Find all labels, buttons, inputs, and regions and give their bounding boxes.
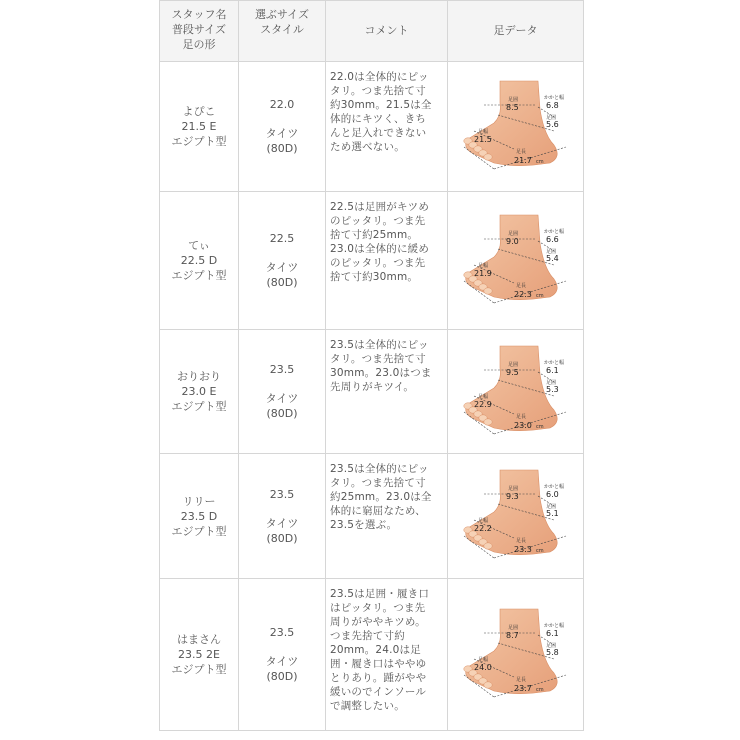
girth-label: 足囲	[545, 504, 556, 510]
denier-label: (80D)	[266, 670, 298, 683]
instep-label: 足囲	[507, 96, 518, 103]
girth-label: 足囲	[545, 379, 556, 386]
foot-illustration	[463, 609, 556, 694]
foot-length-unit: cm	[535, 158, 544, 165]
comment-line: 23.5は全体的にピッ	[330, 339, 429, 351]
chosen-size-cell	[239, 330, 326, 454]
girth-value: 5.1	[545, 509, 559, 518]
foot-width-label: 足幅	[477, 393, 488, 400]
girth-value: 5.4	[545, 253, 559, 263]
girth-value: 5.3	[545, 384, 559, 394]
foot-width-value: 21.5	[473, 134, 492, 144]
girth-value: 5.8	[545, 647, 559, 657]
header-row	[160, 1, 584, 62]
style-label: タイツ	[265, 516, 299, 530]
foot-data-cell	[448, 579, 584, 731]
foot-length-value: 21.7	[513, 155, 532, 165]
foot-length-unit: cm	[535, 292, 544, 299]
comment-line: 23.0は全体的に緩め	[330, 243, 430, 255]
comment-line: 23.5は足囲・履き口	[330, 588, 430, 600]
chosen-size: 23.5	[269, 626, 295, 639]
foot-length-value: 22.3	[513, 289, 532, 299]
table-row	[160, 192, 584, 330]
foot-length-unit: cm	[535, 686, 544, 693]
comment-line: とりあり。踵がやや	[330, 672, 427, 684]
foot-shape: エジプト型	[171, 400, 227, 413]
comment-cell	[326, 62, 448, 192]
table-row	[160, 579, 584, 731]
instep-value: 9.5	[505, 367, 519, 377]
staff-name: リリー	[182, 494, 216, 508]
staff-name: はまさん	[177, 633, 221, 646]
comment-cell	[326, 579, 448, 731]
staff-cell	[160, 62, 239, 192]
comment-line: 囲・履き口はややゆ	[330, 658, 427, 670]
instep-label: 足囲	[507, 361, 518, 368]
comment-line: ため選べない。	[330, 141, 405, 153]
size-comparison-table	[159, 0, 584, 731]
usual-size: 23.5 2E	[178, 648, 220, 661]
comment-line: つま先捨て寸約	[330, 630, 405, 642]
usual-size: 23.0 E	[181, 385, 217, 398]
chosen-size-cell	[239, 62, 326, 192]
comment-line: 30mm。23.0はつま	[330, 367, 432, 379]
comment-line: 緩いのでインソール	[330, 686, 427, 698]
heel-width-label: かかと幅	[543, 228, 564, 235]
foot-length-value: 23.0	[513, 420, 532, 430]
comment-line: タリ。つま先捨て寸	[330, 353, 426, 365]
girth-label: 足囲	[545, 248, 556, 255]
denier-label: (80D)	[266, 276, 298, 289]
staff-cell	[160, 330, 239, 454]
comment-line: 22.5は足囲がキツめ	[330, 201, 430, 213]
girth-label: 足囲	[545, 114, 556, 121]
table-row	[160, 454, 584, 579]
heel-width-label: かかと幅	[543, 484, 564, 490]
foot-shape: エジプト型	[171, 524, 227, 538]
staff-cell	[160, 579, 239, 731]
heel-width-label: かかと幅	[543, 622, 564, 629]
foot-data-cell	[448, 330, 584, 454]
foot-length-label: 足長	[515, 413, 526, 420]
foot-width-label: 足幅	[477, 262, 488, 269]
instep-value: 8.7	[505, 630, 519, 640]
denier-label: (80D)	[266, 142, 298, 155]
foot-length-value: 23.7	[513, 683, 532, 693]
foot-illustration	[463, 81, 556, 166]
chosen-size: 22.0	[269, 98, 295, 111]
chosen-size-cell	[239, 579, 326, 731]
foot-width-value: 22.9	[473, 399, 492, 409]
header-size: 選ぶサイズ スタイル	[239, 1, 326, 62]
instep-label: 足囲	[507, 230, 518, 237]
foot-length-label: 足長	[515, 538, 526, 544]
comment-cell	[326, 330, 448, 454]
instep-label: 足囲	[507, 486, 518, 492]
usual-size: 22.5 D	[180, 254, 218, 267]
foot-data-cell	[448, 454, 584, 579]
table-row	[160, 62, 584, 192]
comment-line: 先周りがキツイ。	[330, 381, 415, 393]
girth-label: 足囲	[545, 642, 556, 649]
foot-illustration	[463, 215, 556, 300]
style-label: タイツ	[265, 127, 299, 140]
heel-width-value: 6.8	[545, 100, 559, 110]
staff-name: おりおり	[177, 370, 221, 383]
denier-label: (80D)	[266, 531, 298, 545]
chosen-size: 23.5	[269, 487, 295, 501]
foot-width-label: 足幅	[477, 128, 488, 135]
foot-illustration	[463, 346, 556, 431]
comment-line: のピッタリ。つま先	[330, 257, 426, 269]
header-comment: コメント	[326, 1, 448, 62]
table-row	[160, 330, 584, 454]
heel-width-label: かかと幅	[543, 359, 564, 366]
foot-data-cell	[448, 192, 584, 330]
chosen-size: 23.5	[269, 363, 295, 376]
style-label: タイツ	[265, 392, 299, 405]
comment-line: 約30mm。21.5は全	[330, 99, 432, 111]
heel-width-value: 6.6	[545, 234, 559, 244]
comment-line: タリ。つま先捨て寸	[330, 477, 426, 489]
foot-shape: エジプト型	[171, 135, 227, 148]
comment-line: で調整したい。	[330, 700, 405, 712]
foot-length-label: 足長	[515, 282, 526, 289]
comment-line: はピッタリ。つま先	[330, 602, 426, 614]
comment-line: 体的にキツく、きち	[330, 113, 427, 125]
header-foot-data: 足データ	[448, 1, 584, 62]
usual-size: 21.5 E	[181, 120, 217, 133]
foot-length-label: 足長	[515, 148, 526, 155]
foot-diagram	[454, 209, 578, 309]
foot-length-unit: cm	[535, 423, 544, 430]
comment-line: 捨て寸約25mm。	[330, 229, 419, 241]
style-label: タイツ	[265, 655, 299, 668]
heel-width-value: 6.1	[545, 628, 559, 638]
comment-line: 約25mm。23.0は全	[330, 491, 432, 503]
comment-line: 体的に窮屈なため、	[330, 505, 426, 517]
comment-cell	[326, 192, 448, 330]
comment-cell	[326, 454, 448, 579]
heel-width-value: 6.0	[545, 490, 559, 499]
chosen-size: 22.5	[269, 232, 295, 245]
foot-shape: エジプト型	[171, 663, 227, 676]
usual-size: 23.5 D	[180, 509, 218, 523]
comment-line: 23.5を選ぶ。	[330, 519, 398, 531]
chosen-size-cell	[239, 454, 326, 579]
foot-width-value: 24.0	[473, 662, 492, 672]
foot-length-unit: cm	[535, 548, 544, 554]
foot-length-value: 23.3	[513, 545, 532, 554]
comment-line: 捨て寸約30mm。	[330, 271, 419, 283]
instep-value: 9.0	[505, 236, 519, 246]
comment-line: 23.5は全体的にピッ	[330, 463, 429, 475]
staff-name: てぃ	[188, 239, 210, 252]
staff-cell	[160, 454, 239, 579]
foot-illustration	[463, 470, 556, 555]
denier-label: (80D)	[266, 407, 298, 420]
foot-width-value: 22.2	[473, 524, 492, 533]
comment-line: 22.0は全体的にピッ	[330, 71, 429, 83]
foot-diagram	[454, 464, 578, 564]
comment-line: のピッタリ。つま先	[330, 215, 426, 227]
foot-length-label: 足長	[515, 676, 526, 683]
foot-diagram	[454, 340, 578, 440]
instep-value: 8.5	[505, 102, 519, 112]
style-label: タイツ	[265, 261, 299, 274]
staff-cell	[160, 192, 239, 330]
foot-diagram	[454, 603, 578, 703]
girth-value: 5.6	[545, 119, 559, 129]
chosen-size-cell	[239, 192, 326, 330]
instep-label: 足囲	[507, 624, 518, 631]
heel-width-value: 6.1	[545, 365, 559, 375]
comment-line: んと足入れできない	[330, 127, 427, 139]
comment-line: 周りがややキツめ。	[330, 616, 426, 628]
header-staff: スタッフ名 普段サイズ 足の形	[160, 1, 239, 62]
instep-value: 9.3	[505, 492, 519, 501]
foot-width-value: 21.9	[473, 268, 492, 278]
foot-width-label: 足幅	[477, 518, 488, 524]
foot-diagram	[454, 75, 578, 175]
staff-name: よぴこ	[182, 105, 216, 118]
comment-line: タリ。つま先捨て寸	[330, 85, 426, 97]
heel-width-label: かかと幅	[543, 94, 564, 101]
foot-data-cell	[448, 62, 584, 192]
comment-line: 20mm。24.0は足	[330, 644, 421, 656]
foot-shape: エジプト型	[171, 269, 227, 282]
foot-width-label: 足幅	[477, 656, 488, 663]
